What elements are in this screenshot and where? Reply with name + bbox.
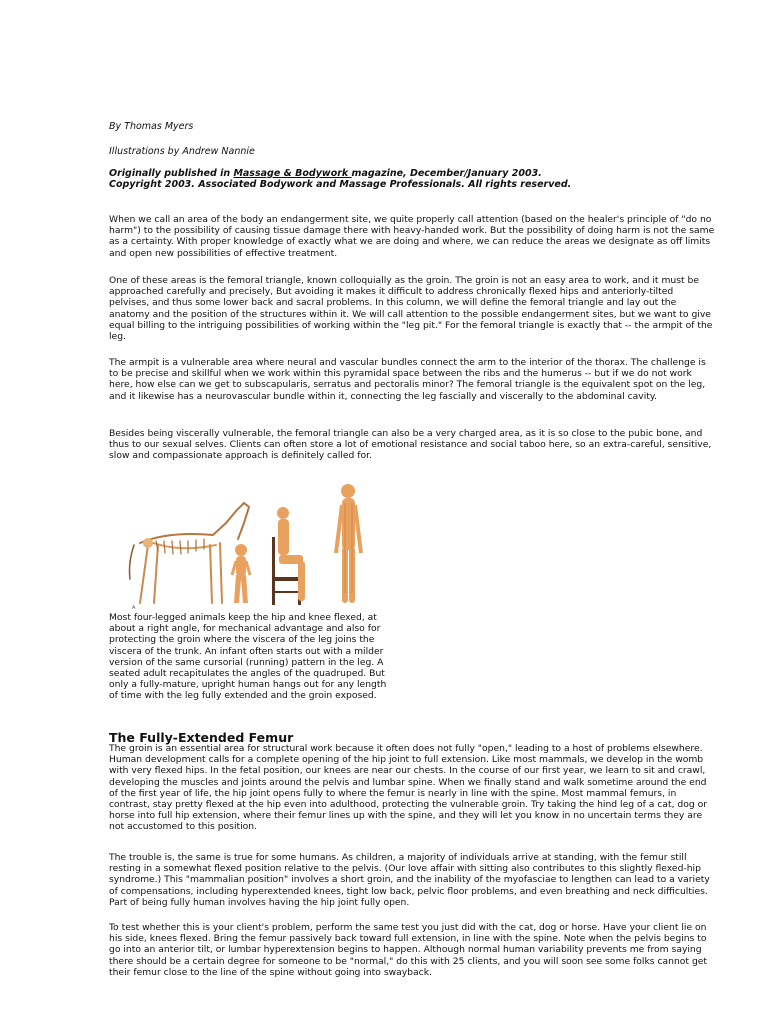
intro-paragraph-3: The armpit is a vulnerable area where neural and vascular bundles connect the arm to the interior of the thorax. The challenge is to be precise and skillful when we work within this pyramidal space between the ribs and the humerus -- but if we do not work here, how else can we get to subscapularis, serratus and pectoralis minor? The femoral triangle is the equivalent spot on the leg, and it likewise has a neurovascular bundle within it, connecting the leg fascially and viscerally to the abdominal cavity. — [109, 357, 706, 402]
section-heading: The Fully-Extended Femur — [109, 730, 294, 745]
intro-paragraph-2: One of these areas is the femoral triangle, known colloquially as the groin. The groin is not an easy area to work, and it must be approached carefully and precisely, But avoiding it makes it difficult to address chronically flexed hips and anteriorly-tilted pelvises, and thus some lower back and sacral problems. In this column, we will define the femoral triangle and lay out the anatomy and the position of the structures within it. We will call attention to the possible endangerment sites, but we want to give equal billing to the intriguing possibilities of working within the "leg pit." For the femoral triangle is exactly that -- the armpit of the leg. — [109, 275, 713, 343]
magazine-name: Massage & Bodywork — [233, 168, 352, 179]
infant-figure-icon — [232, 544, 250, 603]
standing-adult-icon — [336, 484, 361, 603]
publication-note — [109, 168, 542, 179]
publication-prefix: Originally published in — [109, 168, 234, 179]
seated-adult-icon — [272, 507, 305, 605]
illustrator-byline: Illustrations by Andrew Nannie — [109, 146, 255, 157]
section-paragraph-3: To test whether this is your client's problem, perform the same test you just did with the cat, dog or horse. Have your client lie on his side, knees flexed. Bring the femur passively back toward full extension, in line with the spine. Note when the pelvis begins to go into an anterior tilt, or lumbar hyperextension begins to happen. Although normal human variability prevents me from saying there should be a certain degree for someone to be "normal," do this with 25 clients, and you will soon see some folks cannot get their femur close to the line of the spine without going into swayback. — [109, 922, 708, 978]
posture-illustration — [118, 483, 388, 611]
publication-suffix: magazine, December/January 2003. — [351, 168, 542, 179]
figure-label-a: A — [132, 605, 136, 611]
intro-paragraph-4: Besides being viscerally vulnerable, the femoral triangle can also be a very charged area, as it is so close to the pubic bone, and thus to our sexual selves. Clients can often store a lot of emotional resistance and social taboo here, so an extra-careful, sensitive, slow and compassionate approach is definitely called for. — [109, 428, 712, 462]
author-byline: By Thomas Myers — [109, 121, 194, 132]
figure-caption: Most four-legged animals keep the hip and knee flexed, at about a right angle, for mechanical advantage and also for protecting the groin where the viscera of the leg joins the viscera of the trunk. An infant often starts out with a milder version of the same cursorial (running) pattern in the leg. A seated adult recapitulates the angles of the quadruped. But only a fully-mature, upright human hangs out for any length of time with the leg fully extended and the groin exposed. — [109, 612, 387, 702]
section-paragraph-1: The groin is an essential area for structural work because it often does not fully "open," leading to a host of problems elsewhere. Human development calls for a complete opening of the hip joint to full extension. Like most mammals, we develop in the womb with very flexed hips. In the fetal position, our knees are near our chests. In the course of our first year, we learn to sit and crawl, developing the muscles and joints around the pelvis and lumbar spine. When we finally stand and walk sometime around the end of the first year of life, the hip joint opens fully to where the femur is nearly in line with the spine. Most mammal femurs, in contrast, stay pretty flexed at the hip even into adulthood, protecting the vulnerable groin. Try taking the hind leg of a cat, dog or horse into full hip extension, where their femur lines up with the spine, and they will let you know in no uncertain terms they are not accustomed to this position. — [109, 743, 708, 833]
intro-paragraph-1: When we call an area of the body an endangerment site, we quite properly call attention (based on the healer's principle of "do no harm") to the possibility of causing tissue damage there with heavy-handed work. But the possibility of doing harm is not the same as a certainty. With proper knowledge of exactly what we are doing and where, we can reduce the areas we designate as off limits and open new possibilities of effective treatment. — [109, 214, 715, 259]
copyright-note: Copyright 2003. Associated Bodywork and Massage Professionals. All rights reserved. — [109, 179, 572, 190]
section-paragraph-2: The trouble is, the same is true for some humans. As children, a majority of individuals arrive at standing, with the femur still resting in a somewhat flexed position relative to the pelvis. (Our love affair with sitting also contributes to this slightly flexed-hip syndrome.) This "mammalian position" involves a short groin, and the inability of the myofasciae to lengthen can lead to a variety of compensations, including hyperextended knees, tight low back, pelvic floor problems, and even breathing and neck difficulties. Part of being fully human involves having the hip joint fully open. — [109, 852, 710, 908]
horse-skeleton-icon — [130, 503, 250, 603]
